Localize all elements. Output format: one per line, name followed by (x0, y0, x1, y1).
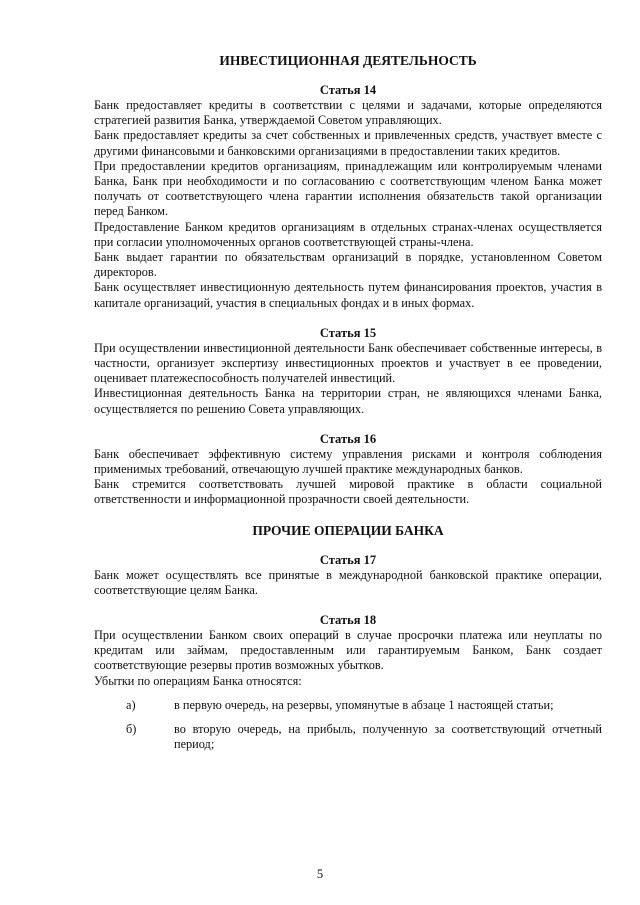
article-14-paragraph-4: Предоставление Банком кредитов организациям в отдельных странах-членах осуществляется при согласии уполномоченных органов соответствующей страны-члена. (94, 219, 602, 249)
section-title-investment: ИНВЕСТИЦИОННАЯ ДЕЯТЕЛЬНОСТЬ (219, 53, 477, 68)
article-14-paragraph-2: Банк предоставляет кредиты за счет собственных и привлеченных средств, участвует вместе с другими финансовыми и банковскими организациями в предоставлении таких кредитов. (94, 128, 602, 158)
list-marker-b: б) (126, 722, 137, 737)
article-17-title: Статья 17 (319, 552, 377, 567)
article-16-paragraph-2: Банк стремится соответствовать лучшей мировой практике в области социальной ответственности и информационной прозрачности своей деятельности. (94, 477, 602, 507)
article-15-title: Статья 15 (319, 325, 377, 340)
article-14-title: Статья 14 (319, 83, 377, 97)
list-marker-a: а) (126, 697, 136, 712)
article-18-paragraph-1: При осуществлении Банком своих операций в случае просрочки платежа или неуплаты по кредитам или займам, предоставленным или гарантируемым Банком, Банк создает соответствующие резервы против возможных убытков. (94, 628, 602, 673)
article-14-paragraph-1: Банк предоставляет кредиты в соответствии с целями и задачами, которые определяются стратегией развития Банка, утверждаемой Советом управляющих. (94, 98, 602, 128)
article-16-title: Статья 16 (319, 431, 377, 446)
article-17-paragraph-1: Банк может осуществлять все принятые в международной банковской практике операции, соответствующие целям Банка. (94, 567, 602, 597)
article-15-paragraph-2: Инвестиционная деятельность Банка на территории стран, не являющихся членами Банка, осуществляется по решению Совета управляющих. (94, 386, 602, 416)
article-14-paragraph-3: При предоставлении кредитов организациям, принадлежащим или контролируемым членами Банка, Банк при необходимости и по согласованию с соответствующим членом Банка может получать от соответствующего члена гарантии исполнения обязательств такой организации перед Банком. (94, 158, 602, 219)
list-item-b (94, 722, 602, 752)
article-15-paragraph-1: При осуществлении инвестиционной деятельности Банк обеспечивает собственные интересы, в частности, организует экспертизу инвестиционных проектов и участвует в ее проведении, оценивает платежеспособность получателей инвестиций. (94, 340, 602, 386)
list-text-a: в первую очередь, на резервы, упомянутые в абзаце 1 настоящей статьи; (174, 697, 554, 712)
page-number: 5 (316, 867, 324, 881)
list-item-a (94, 698, 602, 713)
article-14-paragraph-5: Банк выдает гарантии по обязательствам организаций в порядке, установленном Советом директоров. (94, 250, 602, 280)
article-18-paragraph-2: Убытки по операциям Банка относятся: (94, 673, 302, 688)
list-text-b: во вторую очередь, на прибыль, полученную за соответствующий отчетный период; (174, 722, 602, 752)
article-14-paragraph-6: Банк осуществляет инвестиционную деятельность путем финансирования проектов, участия в капитале организаций, участия в специальных фондах и в иных формах. (94, 280, 602, 310)
section-title-other-operations: ПРОЧИЕ ОПЕРАЦИИ БАНКА (252, 522, 444, 538)
article-18-title: Статья 18 (319, 613, 377, 628)
article-16-paragraph-1: Банк обеспечивает эффективную систему управления рисками и контроля соблюдения применимых требований, отвечающую лучшей практике международных банков. (94, 446, 602, 477)
document-body (94, 52, 602, 753)
